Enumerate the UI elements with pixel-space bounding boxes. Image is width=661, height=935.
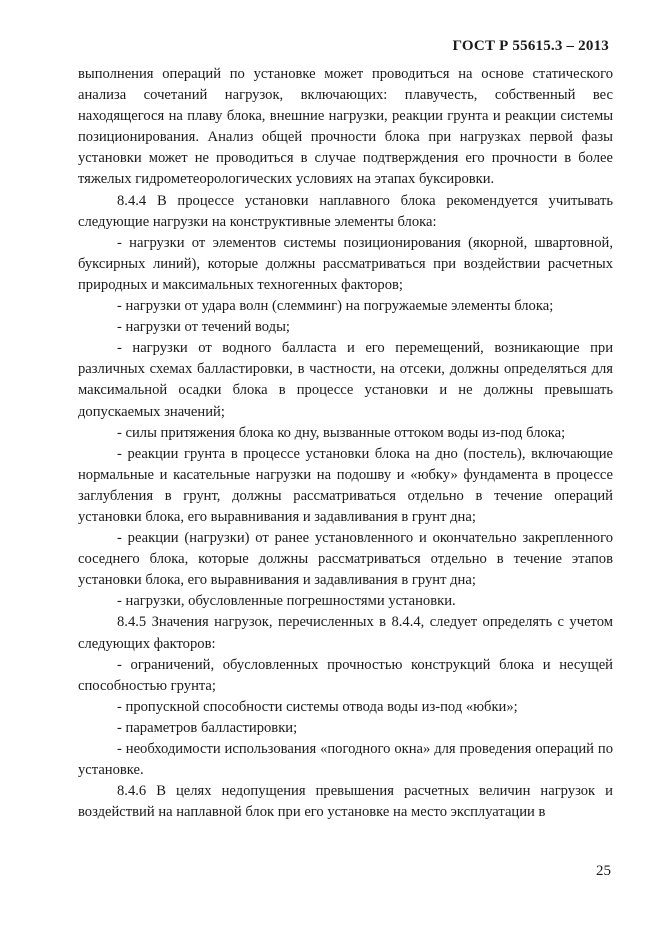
list-item: - силы притяжения блока ко дну, вызванные оттоком воды из-под блока; <box>117 424 566 441</box>
list-item: - ограничений, обусловленных прочностью конструкций блока и несущей способностью грунта; <box>78 656 613 694</box>
page-number: 25 <box>596 863 611 879</box>
list-item: - реакции грунта в процессе установки блока на дно (постель), включающие нормальные и касательные нагрузки на подошву и «юбку» фундамента в процессе заглубления в грунт, должны рассматриваться отдельно в течение операций установки блока, его выравнивания и задавливания в грунт дна; <box>78 445 613 525</box>
list-item: - пропускной способности системы отвода воды из-под «юбки»; <box>117 698 518 715</box>
list-item: - нагрузки, обусловленные погрешностями установки. <box>117 593 456 610</box>
list-item: - нагрузки от течений воды; <box>117 319 290 336</box>
document-body <box>78 64 613 823</box>
list-item: - необходимости использования «погодного окна» для проведения операций по установке. <box>78 741 613 779</box>
list-item: - нагрузки от элементов системы позиционирования (якорной, швартовной, буксирных линий), которые должны рассматриваться при воздействии расчетных природных и максимальных техногенных факторов; <box>78 234 613 293</box>
list-item: - реакции (нагрузки) от ранее установленного и окончательно закрепленного соседнего блока, которые должны рассматриваться отдельно в течение этапов установки блока, его выравнивания и задавливания в грунт дна; <box>78 530 613 589</box>
body-paragraph: 8.4.4 В процессе установки наплавного блока рекомендуется учитывать следующие нагрузки на конструктивные элементы блока: <box>78 192 613 230</box>
body-paragraph: 8.4.5 Значения нагрузок, перечисленных в 8.4.4, следует определять с учетом следующих факторов: <box>78 614 613 652</box>
list-item: - нагрузки от водного балласта и его перемещений, возникающие при различных схемах балластировки, в частности, на отсеки, должны определяться для максимальной осадки блока в процессе установки и не должны превышать допускаемых значений; <box>78 340 613 420</box>
body-paragraph: 8.4.6 В целях недопущения превышения расчетных величин нагрузок и воздействий на наплавной блок при его установке на место эксплуатации в <box>78 783 613 821</box>
body-paragraph: выполнения операций по установке может проводиться на основе статического анализа сочетаний нагрузок, включающих: плавучесть, собственный вес находящегося на плаву блока, внешние нагрузки, реакции грунта и реакции системы позиционирования. Анализ общей прочности блока при нагрузках первой фазы установки может не проводиться в случае подтверждения его прочности в более тяжелых гидрометеорологических условиях на этапах буксировки. <box>78 66 613 188</box>
document-code-header: ГОСТ Р 55615.3 – 2013 <box>452 38 609 54</box>
list-item: - нагрузки от удара волн (слемминг) на погружаемые элементы блока; <box>117 298 554 315</box>
list-item: - параметров балластировки; <box>117 719 298 736</box>
